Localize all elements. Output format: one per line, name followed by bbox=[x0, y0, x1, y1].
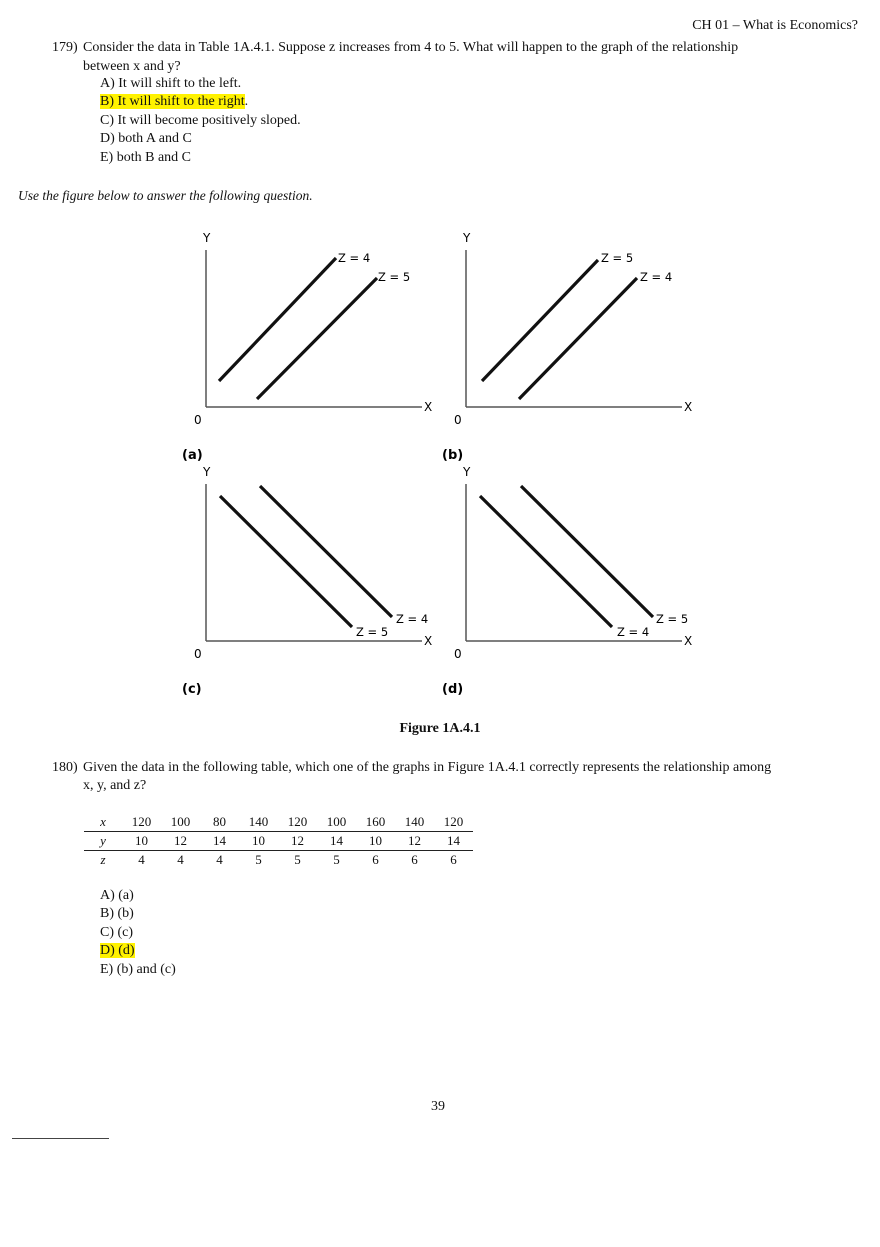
x-axis-label: X bbox=[684, 400, 693, 414]
q180-option-e: E) (b) and (c) bbox=[100, 962, 176, 977]
table-cell: 160 bbox=[356, 813, 395, 832]
figure-panel-d bbox=[430, 462, 700, 702]
table-cell: 140 bbox=[239, 813, 278, 832]
table-cell: 100 bbox=[161, 813, 200, 832]
table-cell: 10 bbox=[122, 832, 161, 851]
curve-outer bbox=[260, 486, 392, 617]
figure-caption: Figure 1A.4.1 bbox=[399, 721, 481, 736]
panel-label: (d) bbox=[442, 682, 464, 697]
panel-label: (a) bbox=[182, 448, 203, 463]
curve-upper bbox=[482, 260, 598, 381]
figure-panel-c bbox=[170, 462, 440, 702]
x-axis-label: X bbox=[424, 634, 433, 648]
table-cell: 4 bbox=[216, 852, 223, 867]
footnote-rule bbox=[12, 1138, 109, 1139]
row-header: z bbox=[100, 852, 106, 867]
question-180-number: 180) bbox=[52, 760, 78, 775]
curve-upper bbox=[219, 258, 336, 381]
table-cell: 80 bbox=[200, 813, 239, 832]
table-cell: 120 bbox=[122, 813, 161, 832]
panel-label: (b) bbox=[442, 448, 464, 463]
q179-option-e: E) both B and C bbox=[100, 150, 191, 165]
curve-outer-label: Z = 4 bbox=[396, 612, 429, 626]
q180-option-a: A) (a) bbox=[100, 888, 134, 903]
question-179-line1: Consider the data in Table 1A.4.1. Suppose z increases from 4 to 5. What will happen to the graph of the relationship bbox=[83, 40, 739, 55]
row-header: y bbox=[84, 832, 122, 851]
table-cell: 14 bbox=[200, 832, 239, 851]
origin-label: 0 bbox=[454, 413, 462, 427]
panel-label: (c) bbox=[182, 682, 202, 697]
figure-panel-b bbox=[430, 228, 700, 468]
table-cell: 5 bbox=[294, 852, 301, 867]
x-axis-label: X bbox=[684, 634, 693, 648]
table-row-y bbox=[84, 832, 473, 851]
table-cell: 14 bbox=[317, 832, 356, 851]
curve-inner bbox=[220, 496, 352, 627]
question-179-line2: between x and y? bbox=[83, 59, 181, 74]
running-header: CH 01 – What is Economics? bbox=[692, 18, 858, 33]
curve-inner-label: Z = 5 bbox=[356, 625, 389, 639]
table-cell: 100 bbox=[317, 813, 356, 832]
figure-instruction: Use the figure below to answer the following question. bbox=[18, 188, 313, 203]
curve-upper-label: Z = 4 bbox=[338, 251, 371, 265]
q180-option-b: B) (b) bbox=[100, 906, 134, 921]
data-table bbox=[84, 813, 473, 869]
highlighted-answer: D) (d) bbox=[100, 943, 135, 958]
origin-label: 0 bbox=[194, 413, 202, 427]
curve-outer bbox=[521, 486, 653, 617]
table-cell: 14 bbox=[434, 832, 473, 851]
table-cell: 4 bbox=[138, 852, 145, 867]
table-cell: 5 bbox=[255, 852, 262, 867]
curve-upper-label: Z = 5 bbox=[601, 251, 634, 265]
table-cell: 10 bbox=[356, 832, 395, 851]
table-row-x bbox=[84, 813, 473, 832]
origin-label: 0 bbox=[194, 647, 202, 661]
curve-outer-label: Z = 5 bbox=[656, 612, 689, 626]
figure-panel-a bbox=[170, 228, 440, 468]
table-cell: 12 bbox=[395, 832, 434, 851]
table-cell: 120 bbox=[434, 813, 473, 832]
y-axis-label: Y bbox=[463, 231, 471, 245]
curve-inner-label: Z = 4 bbox=[617, 625, 650, 639]
highlighted-answer: B) It will shift to the right bbox=[100, 94, 245, 109]
table-cell: 6 bbox=[450, 852, 457, 867]
q179-option-c: C) It will become positively sloped. bbox=[100, 113, 301, 128]
table-cell: 6 bbox=[411, 852, 418, 867]
table-cell: 12 bbox=[278, 832, 317, 851]
page-number: 39 bbox=[431, 1099, 445, 1114]
table-cell: 12 bbox=[161, 832, 200, 851]
curve-lower bbox=[257, 278, 377, 399]
curve-inner bbox=[480, 496, 612, 627]
y-axis-label: Y bbox=[203, 231, 211, 245]
curve-lower bbox=[519, 278, 637, 399]
origin-label: 0 bbox=[454, 647, 462, 661]
q179-option-b: B) It will shift to the right. bbox=[100, 94, 249, 109]
q180-option-c: C) (c) bbox=[100, 925, 134, 940]
q180-option-d bbox=[100, 942, 135, 961]
y-axis-label: Y bbox=[463, 465, 471, 479]
y-axis-label: Y bbox=[203, 465, 211, 479]
table-cell: 6 bbox=[372, 852, 379, 867]
table-cell: 10 bbox=[239, 832, 278, 851]
table-cell: 120 bbox=[278, 813, 317, 832]
q179-option-d: D) both A and C bbox=[100, 131, 192, 146]
table-cell: 140 bbox=[395, 813, 434, 832]
table-cell: 4 bbox=[177, 852, 184, 867]
question-180-line1: Given the data in the following table, which one of the graphs in Figure 1A.4.1 correctly represents the relationship among bbox=[83, 760, 772, 775]
x-axis-label: X bbox=[424, 400, 433, 414]
row-header: x bbox=[84, 813, 122, 832]
q179-option-a: A) It will shift to the left. bbox=[100, 76, 242, 91]
curve-lower-label: Z = 4 bbox=[640, 270, 673, 284]
question-180-line2: x, y, and z? bbox=[83, 778, 147, 793]
question-179-number: 179) bbox=[52, 40, 78, 55]
table-cell: 5 bbox=[333, 852, 340, 867]
table-row-z bbox=[84, 851, 473, 870]
curve-lower-label: Z = 5 bbox=[378, 270, 411, 284]
